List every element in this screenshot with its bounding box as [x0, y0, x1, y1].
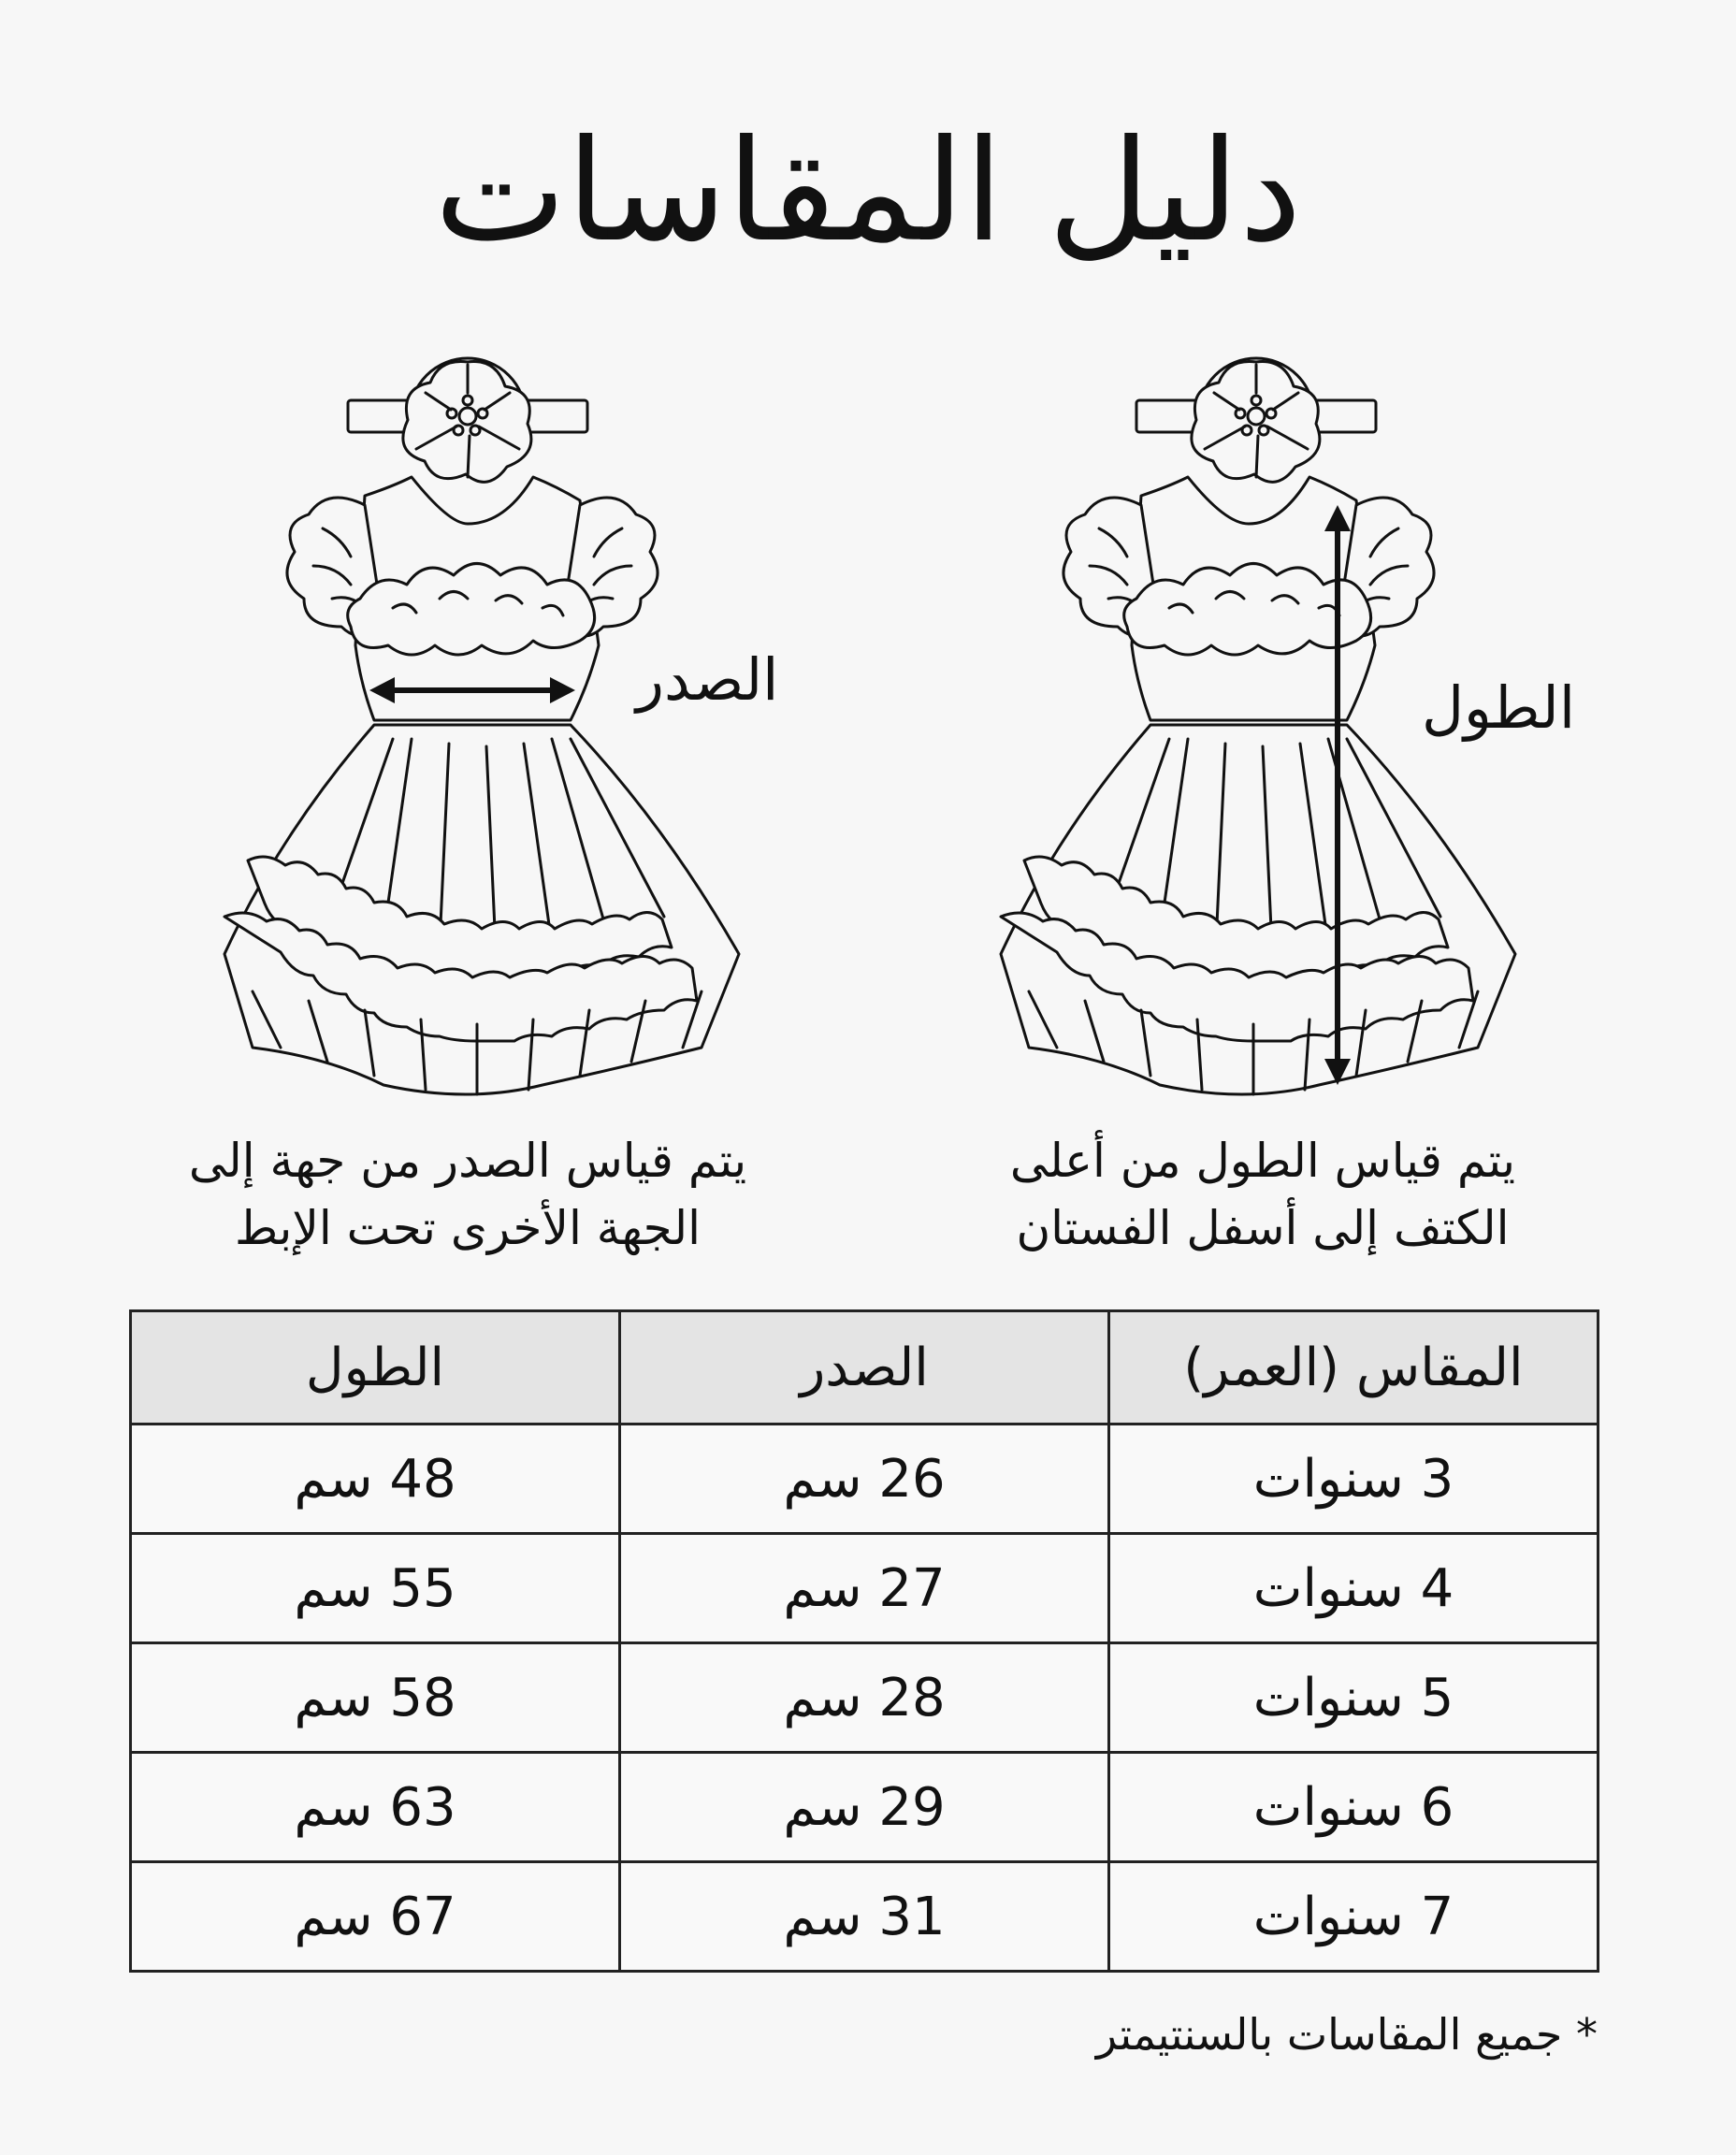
cell-size: 5 سنوات — [1109, 1643, 1599, 1753]
header-chest: الصدر — [620, 1311, 1109, 1425]
chest-caption — [131, 1127, 804, 1262]
chest-caption-line-1: يتم قياس الصدر من جهة إلى — [188, 1134, 747, 1188]
cell-size: 7 سنوات — [1109, 1862, 1599, 1972]
table-row — [131, 1425, 1599, 1534]
cell-size: 4 سنوات — [1109, 1534, 1599, 1643]
chest-label: الصدر — [636, 645, 779, 714]
table-row — [131, 1753, 1599, 1862]
footnote: * جميع المقاسات بالسنتيمتر — [1095, 2009, 1598, 2060]
table-header-row — [131, 1311, 1599, 1425]
cell-size: 6 سنوات — [1109, 1753, 1599, 1862]
cell-length: 55 سم — [131, 1534, 620, 1643]
table-row — [131, 1534, 1599, 1643]
page-title: دليل المقاسات — [434, 110, 1302, 273]
cell-length: 58 سم — [131, 1643, 620, 1753]
cell-chest: 29 سم — [620, 1753, 1109, 1862]
chest-caption-line-2: الجهة الأخرى تحت الإبط — [234, 1201, 702, 1255]
cell-size: 3 سنوات — [1109, 1425, 1599, 1534]
cell-length: 67 سم — [131, 1862, 620, 1972]
cell-length: 63 سم — [131, 1753, 620, 1862]
cell-chest: 31 سم — [620, 1862, 1109, 1972]
header-length: الطول — [131, 1311, 620, 1425]
table-row — [131, 1643, 1599, 1753]
cell-chest: 26 سم — [620, 1425, 1109, 1534]
table-row — [131, 1862, 1599, 1972]
cell-chest: 28 سم — [620, 1643, 1109, 1753]
headband-flower-icon — [348, 358, 587, 482]
header-size: المقاس (العمر) — [1109, 1311, 1599, 1425]
cell-chest: 27 سم — [620, 1534, 1109, 1643]
dress-illustration-chest — [140, 337, 832, 1104]
length-caption-line-1: يتم قياس الطول من أعلى — [1009, 1134, 1516, 1188]
size-table — [129, 1309, 1599, 1973]
cell-length: 48 سم — [131, 1425, 620, 1534]
length-caption-line-2: الكتف إلى أسفل الفستان — [1016, 1201, 1510, 1255]
dress-illustration — [140, 337, 832, 1104]
length-label: الطول — [1422, 673, 1576, 742]
length-caption — [926, 1127, 1599, 1262]
headband-flower-icon — [1136, 358, 1376, 482]
